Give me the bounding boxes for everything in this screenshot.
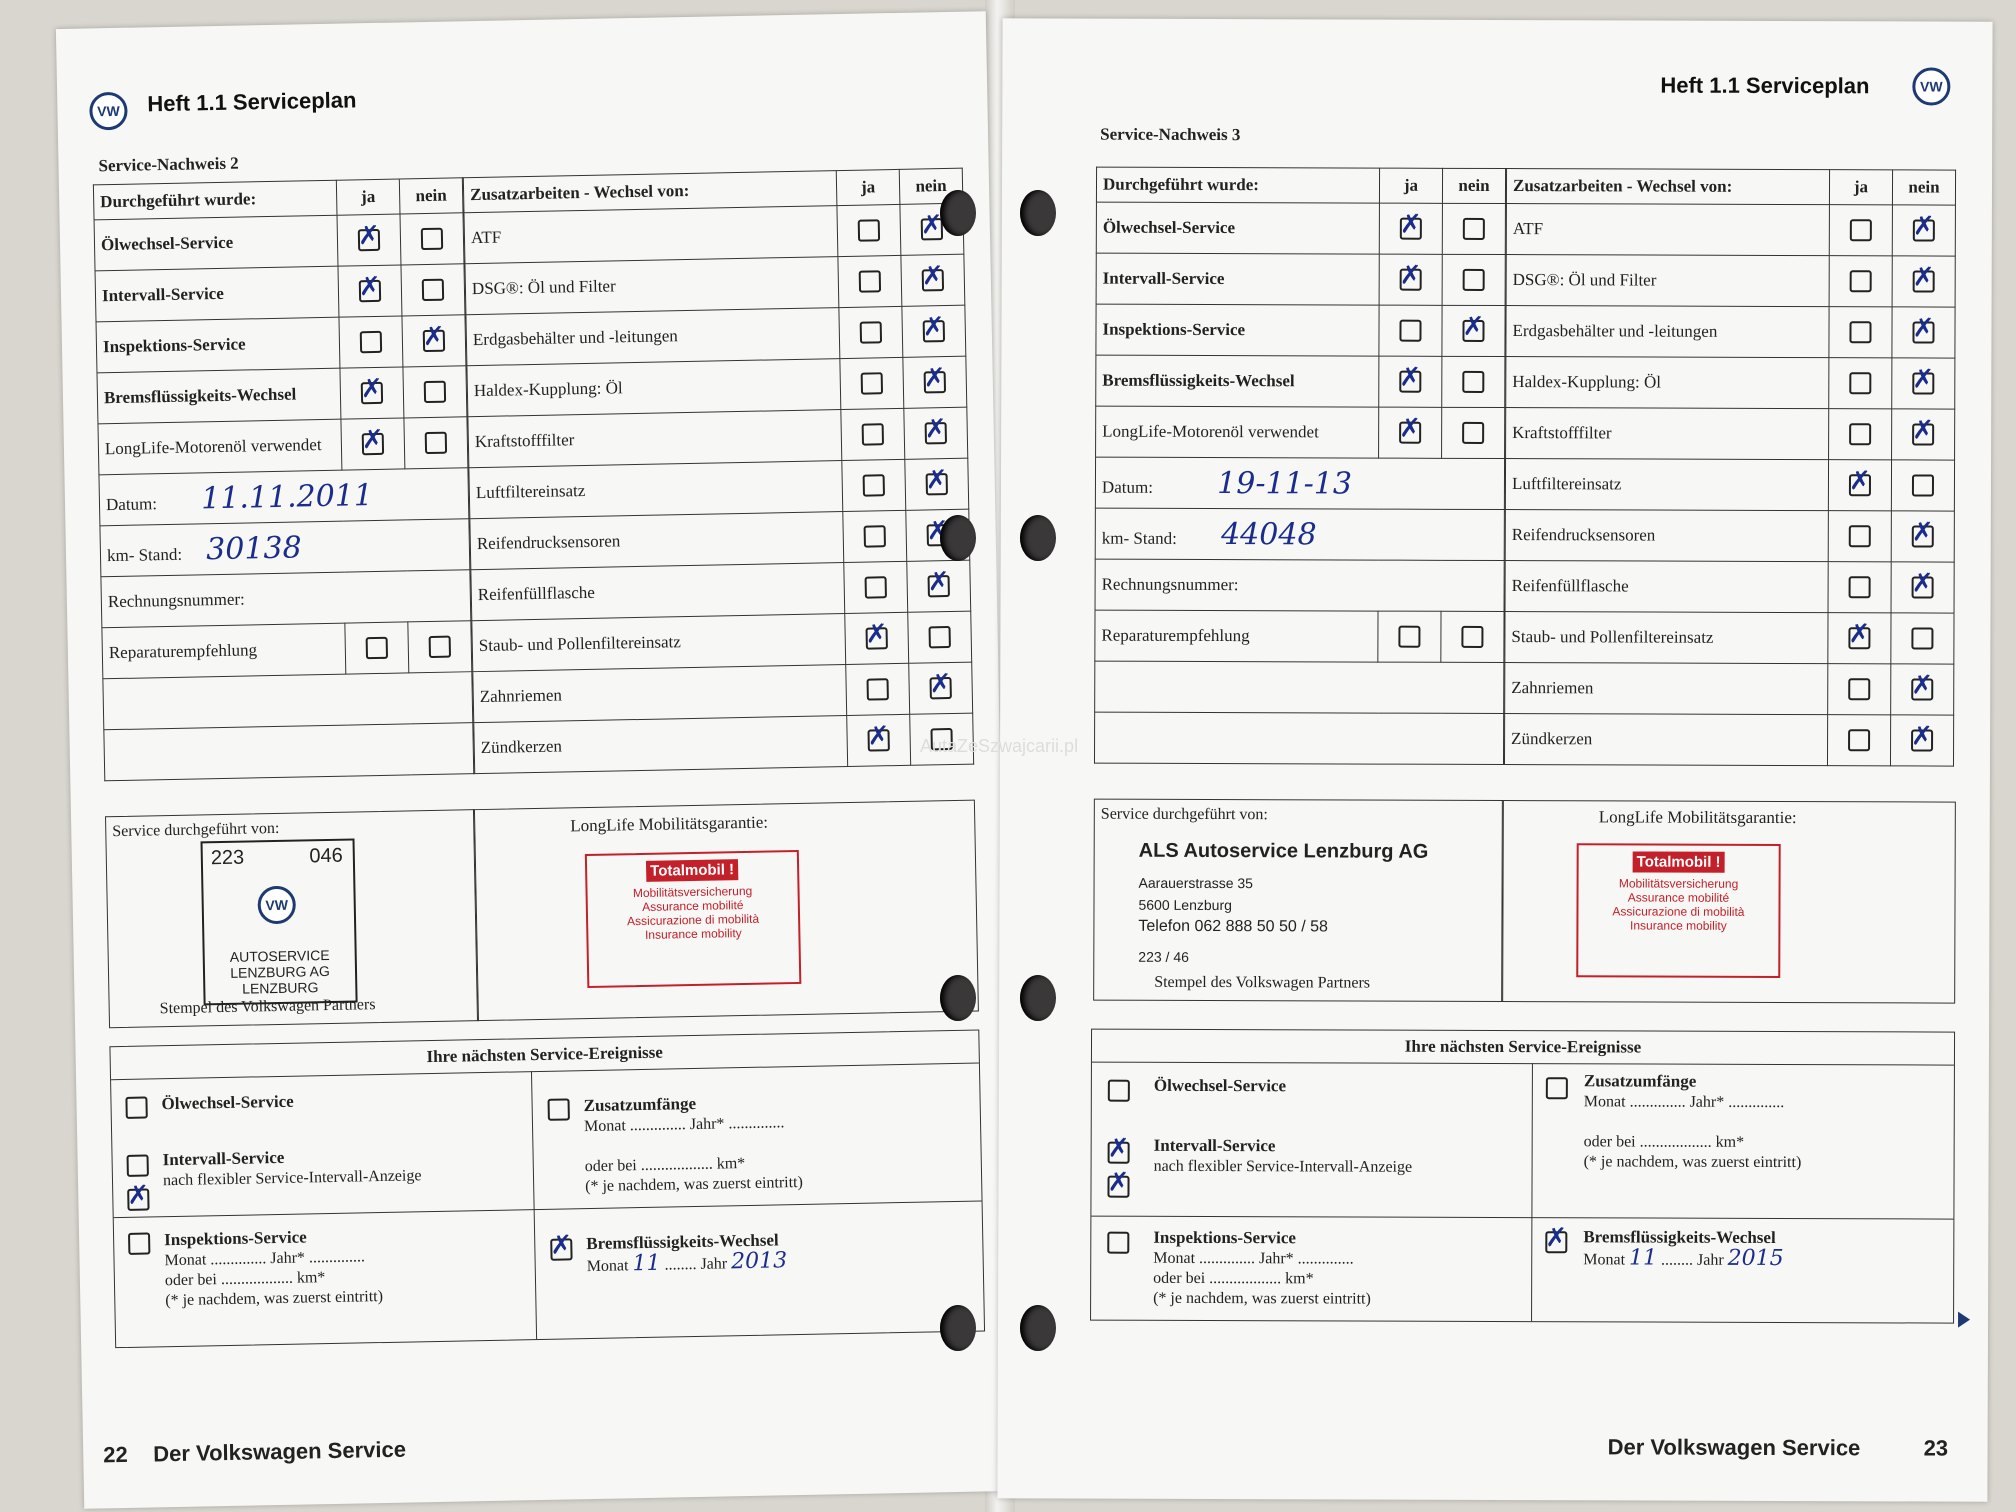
km-value: 44048 xyxy=(1221,516,1317,552)
binder-hole xyxy=(1020,975,1056,1021)
checkbox-nein[interactable] xyxy=(1462,422,1484,444)
checkbox-ja[interactable] xyxy=(1399,422,1421,444)
checkbox-nein[interactable] xyxy=(923,320,945,342)
totalmobil-stamp xyxy=(1576,843,1780,978)
extra-label: Kraftstofffilter xyxy=(468,410,842,468)
ev-brems-monat: 11 xyxy=(632,1250,661,1277)
tm-line: Assicurazione di mobilità xyxy=(1612,904,1745,919)
checkbox-nein[interactable] xyxy=(921,218,943,240)
reparatur-label: Reparaturempfehlung xyxy=(1095,610,1378,662)
longlife-label: LongLife Mobilitätsgarantie: xyxy=(1598,807,1797,828)
checkbox-ja[interactable] xyxy=(1850,270,1872,292)
right-section-title: Service-Nachweis 3 xyxy=(1100,124,1241,145)
extra-label: Luftfiltereinsatz xyxy=(469,461,843,519)
checkbox-intervall[interactable] xyxy=(127,1154,149,1176)
ev-note: (* je nachdem, was zuerst eintritt) xyxy=(1583,1153,1802,1172)
checkbox-nein[interactable] xyxy=(429,636,451,658)
checkbox-oel[interactable] xyxy=(1108,1080,1130,1102)
checkbox-nein[interactable] xyxy=(422,279,444,301)
checkbox-ja[interactable] xyxy=(361,382,383,404)
svc-label: Intervall-Service xyxy=(1096,253,1379,305)
right-service-table xyxy=(1094,167,1506,765)
checkbox-nein[interactable] xyxy=(1912,577,1934,599)
checkbox-nein[interactable] xyxy=(1463,269,1485,291)
vw-logo-icon: VW xyxy=(1912,67,1950,105)
extra-label: Zahnriemen xyxy=(1505,663,1828,715)
ev-monat-jahr: Monat .............. Jahr* .............. xyxy=(1153,1249,1354,1268)
checkbox-intervall[interactable] xyxy=(1108,1142,1130,1164)
left-stamp-box xyxy=(105,809,479,1028)
left-section-title: Service-Nachweis 2 xyxy=(98,153,239,176)
checkbox-ja[interactable] xyxy=(864,525,886,547)
longlife-label: LongLife Mobilitätsgarantie: xyxy=(570,812,769,836)
vw-logo-icon: VW xyxy=(89,92,128,131)
extra-label: Staub- und Pollenfiltereinsatz xyxy=(472,614,846,672)
checkbox-zusatz[interactable] xyxy=(1546,1077,1568,1099)
col-yes: ja xyxy=(1829,170,1892,205)
checkbox-nein[interactable] xyxy=(1462,320,1484,342)
checkbox-ja[interactable] xyxy=(861,372,883,394)
col-extra: Zusatzarbeiten - Wechsel von: xyxy=(463,171,837,213)
page-footer: Der Volkswagen Service xyxy=(1607,1434,1861,1461)
datum-value: 19-11-13 xyxy=(1217,465,1353,501)
checkbox-nein[interactable] xyxy=(1913,271,1935,293)
ev-oder-bei: oder bei .................. km* xyxy=(164,1269,326,1290)
checkbox-ja[interactable] xyxy=(1849,321,1871,343)
checkbox-nein[interactable] xyxy=(1912,526,1934,548)
checkbox-ja[interactable] xyxy=(362,433,384,455)
done-by-label: Service durchgeführt von: xyxy=(1100,805,1268,824)
datum-value: 11.11.2011 xyxy=(200,477,374,516)
checkbox-nein[interactable] xyxy=(425,432,447,454)
page-number: 22 xyxy=(103,1441,128,1468)
checkbox-nein[interactable] xyxy=(1463,218,1485,240)
ev-note: (* je nachdem, was zuerst eintritt) xyxy=(165,1288,384,1310)
checkbox-intervall-2[interactable] xyxy=(1107,1176,1129,1198)
checkbox-nein[interactable] xyxy=(1911,729,1933,751)
checkbox-ja[interactable] xyxy=(1400,218,1422,240)
checkbox-ja[interactable] xyxy=(1848,627,1870,649)
ev-brems: Bremsflüssigkeits-Wechsel xyxy=(1583,1227,1776,1247)
ev-monat-jahr: Monat .............. Jahr* .............. xyxy=(583,1114,785,1136)
checkbox-nein[interactable] xyxy=(1911,678,1933,700)
tm-line: Insurance mobility xyxy=(644,926,742,942)
col-no: nein xyxy=(1442,168,1505,203)
checkbox-nein[interactable] xyxy=(922,269,944,291)
km-value: 30138 xyxy=(205,529,302,567)
totalmobil-stamp xyxy=(585,850,802,988)
stamp-phone: Telefon 062 888 50 50 / 58 xyxy=(1138,917,1328,936)
tm-line: Assicurazione di mobilità xyxy=(626,911,760,929)
events-title: Ihre nächsten Service-Ereignisse xyxy=(110,1031,978,1081)
ev-brems-jahr: 2015 xyxy=(1727,1245,1784,1272)
extra-label: Erdgasbehälter und -leitungen xyxy=(1506,306,1829,358)
ev-intervall-sub: nach flexibler Service-Intervall-Anzeige xyxy=(1153,1157,1413,1176)
checkbox-ja[interactable] xyxy=(860,321,882,343)
left-longlife-box xyxy=(473,800,979,1022)
col-no: nein xyxy=(399,178,463,214)
rechnung-label: Rechnungsnummer: xyxy=(101,570,471,628)
svc-label: Ölwechsel-Service xyxy=(94,215,338,271)
checkbox-ja[interactable] xyxy=(866,627,888,649)
checkbox-nein[interactable] xyxy=(1912,373,1934,395)
checkbox-ja[interactable] xyxy=(1850,219,1872,241)
checkbox-ja[interactable] xyxy=(360,331,382,353)
ev-oder-bei: oder bei .................. km* xyxy=(584,1155,746,1176)
stamp-caption: Stempel des Volkswagen Partners xyxy=(159,996,376,1018)
col-no: nein xyxy=(1892,170,1955,205)
binder-hole xyxy=(940,1305,976,1351)
next-page-arrow-icon xyxy=(1958,1312,1970,1328)
checkbox-nein[interactable] xyxy=(421,228,443,250)
extra-label: Reifendrucksensoren xyxy=(470,512,844,570)
left-events-box: Ihre nächsten Service-Ereignisse Ölwechsel-Service ✗ Intervall-Service nach flexibler Service-Intervall-Anzeige Inspektions-Service Monat .............. Jahr* .............. oder bei .................. km* (* je nachdem, was zuerst eintritt) Zusatzumfänge Monat .............. Jahr* .............. oder bei .................. km* (* je nachdem, was zuerst eintritt) ✗ Bremsflüssigkeits-Wechsel Monat 11 ........ Jahr 2013 xyxy=(109,1030,985,1349)
svc-label: Bremsflüssigkeits-Wechsel xyxy=(1096,355,1379,407)
stamp-code: 223 / 46 xyxy=(1138,948,1189,965)
ev-intervall: Intervall-Service xyxy=(1153,1135,1276,1156)
binder-hole xyxy=(1020,515,1056,561)
totalmobil-title: Totalmobil ! xyxy=(1633,851,1725,872)
checkbox-oel[interactable] xyxy=(125,1097,147,1119)
ev-inspektion: Inspektions-Service xyxy=(1153,1227,1296,1248)
svc-label: Ölwechsel-Service xyxy=(1096,202,1379,254)
checkbox-inspektion[interactable] xyxy=(1107,1232,1129,1254)
extra-label: Erdgasbehälter und -leitungen xyxy=(466,308,840,366)
stamp-line: LENZBURG AG xyxy=(230,962,330,981)
stamp-addr: 5600 Lenzburg xyxy=(1138,896,1232,914)
rechnung-label: Rechnungsnummer: xyxy=(1095,559,1504,611)
svc-label: LongLife-Motorenöl verwendet xyxy=(1096,406,1379,458)
extra-label: Reifenfüllflasche xyxy=(1505,561,1828,613)
tm-line: Assurance mobilité xyxy=(642,898,744,914)
extra-label: Zündkerzen xyxy=(1504,714,1827,766)
checkbox-ja[interactable] xyxy=(863,474,885,496)
col-performed: Durchgeführt wurde: xyxy=(93,180,337,220)
checkbox-brems[interactable] xyxy=(1545,1231,1567,1253)
ev-oder-bei: oder bei .................. km* xyxy=(1153,1269,1314,1288)
extra-label: Staub- und Pollenfiltereinsatz xyxy=(1505,612,1828,664)
left-page xyxy=(56,11,1014,1509)
ev-note: (* je nachdem, was zuerst eintritt) xyxy=(585,1173,804,1196)
dealer-stamp xyxy=(201,838,358,1005)
checkbox-ja[interactable] xyxy=(859,270,881,292)
checkbox-ja[interactable] xyxy=(858,219,880,241)
checkbox-nein[interactable] xyxy=(1462,371,1484,393)
checkbox-nein[interactable] xyxy=(929,677,951,699)
extra-label: Zündkerzen xyxy=(474,716,848,774)
extra-label: Kraftstofffilter xyxy=(1506,408,1829,460)
checkbox-ja[interactable] xyxy=(1848,678,1870,700)
tm-line: Assurance mobilité xyxy=(1627,890,1730,905)
checkbox-nein[interactable] xyxy=(1911,627,1933,649)
left-service-table xyxy=(93,177,474,781)
ev-zusatz: Zusatzumfänge xyxy=(583,1093,697,1116)
done-by-label: Service durchgeführt von: xyxy=(112,819,280,841)
ev-brems-monat: 11 xyxy=(1629,1245,1658,1271)
checkbox-nein[interactable] xyxy=(926,473,948,495)
right-extras-table xyxy=(1504,168,1956,767)
svc-label: Inspektions-Service xyxy=(96,317,340,373)
checkbox-ja[interactable] xyxy=(865,576,887,598)
svc-label: LongLife-Motorenöl verwendet xyxy=(98,419,342,475)
extra-label: Reifenfüllflasche xyxy=(471,563,845,621)
checkbox-inspektion[interactable] xyxy=(128,1232,150,1254)
events-title: Ihre nächsten Service-Ereignisse xyxy=(1092,1030,1954,1066)
checkbox-ja[interactable] xyxy=(1399,320,1421,342)
checkbox-ja[interactable] xyxy=(1849,576,1871,598)
checkbox-nein[interactable] xyxy=(1912,475,1934,497)
vw-logo-icon: VW xyxy=(257,886,296,925)
page-number: 23 xyxy=(1923,1435,1949,1461)
checkbox-intervall-2[interactable] xyxy=(127,1188,149,1210)
checkbox-ja[interactable] xyxy=(1849,525,1871,547)
col-performed: Durchgeführt wurde: xyxy=(1096,167,1379,203)
checkbox-ja[interactable] xyxy=(1848,729,1870,751)
ev-oel: Ölwechsel-Service xyxy=(1153,1075,1287,1096)
checkbox-nein[interactable] xyxy=(928,575,950,597)
checkbox-ja[interactable] xyxy=(1849,474,1871,496)
ev-intervall: Intervall-Service xyxy=(162,1147,285,1170)
extra-label: DSG®: Öl und Filter xyxy=(465,257,839,315)
checkbox-nein[interactable] xyxy=(1461,626,1483,648)
checkbox-nein[interactable] xyxy=(924,371,946,393)
ev-oder-bei: oder bei .................. km* xyxy=(1583,1133,1745,1151)
col-yes: ja xyxy=(336,179,400,215)
ev-monat-jahr: Monat .............. Jahr* .............. xyxy=(164,1248,366,1270)
checkbox-nein[interactable] xyxy=(1913,220,1935,242)
right-longlife-box xyxy=(1501,800,1956,1004)
ev-zusatz: Zusatzumfänge xyxy=(1583,1071,1697,1091)
checkbox-nein[interactable] xyxy=(929,626,951,648)
checkbox-ja[interactable] xyxy=(358,229,380,251)
binder-hole xyxy=(940,515,976,561)
svc-label: Bremsflüssigkeits-Wechsel xyxy=(97,368,341,424)
checkbox-nein[interactable] xyxy=(1912,322,1934,344)
datum-label: Datum: xyxy=(105,493,158,514)
binder-hole xyxy=(940,975,976,1021)
checkbox-nein[interactable] xyxy=(423,330,445,352)
checkbox-ja[interactable] xyxy=(1849,423,1871,445)
km-label: km- Stand: xyxy=(1101,528,1177,548)
binder-hole xyxy=(940,190,976,236)
extra-label: ATF xyxy=(1506,204,1829,256)
tm-line: Mobilitätsversicherung xyxy=(632,883,753,901)
binder-hole xyxy=(1020,1305,1056,1351)
tm-line: Insurance mobility xyxy=(1630,918,1727,933)
right-stamp-box xyxy=(1093,799,1504,1002)
checkbox-ja[interactable] xyxy=(1849,372,1871,394)
ev-intervall-sub: nach flexibler Service-Intervall-Anzeige xyxy=(162,1167,422,1190)
stamp-addr: Aarauerstrasse 35 xyxy=(1138,874,1254,892)
totalmobil-title: Totalmobil ! xyxy=(646,859,738,882)
ev-inspektion: Inspektions-Service xyxy=(163,1227,307,1250)
extra-label: Haldex-Kupplung: Öl xyxy=(467,359,841,417)
checkbox-ja[interactable] xyxy=(862,423,884,445)
col-extra: Zusatzarbeiten - Wechsel von: xyxy=(1506,169,1829,205)
checkbox-ja[interactable] xyxy=(866,678,888,700)
stamp-caption: Stempel des Volkswagen Partners xyxy=(1154,973,1371,992)
col-no: nein xyxy=(899,168,963,204)
dealer-stamp xyxy=(1138,840,1428,969)
checkbox-ja[interactable] xyxy=(359,280,381,302)
stamp-code-b: 046 xyxy=(309,844,344,868)
extra-label: Haldex-Kupplung: Öl xyxy=(1506,357,1829,409)
right-page-header: Heft 1.1 Serviceplan xyxy=(1660,72,1870,99)
stamp-code-a: 223 xyxy=(210,846,245,870)
ev-monat-jahr: Monat .............. Jahr* .............. xyxy=(1583,1093,1785,1112)
checkbox-nein[interactable] xyxy=(1912,424,1934,446)
ev-note: (* je nachdem, was zuerst eintritt) xyxy=(1153,1289,1371,1308)
col-yes: ja xyxy=(1379,168,1442,203)
checkbox-nein[interactable] xyxy=(925,422,947,444)
svc-label: Intervall-Service xyxy=(95,266,339,322)
stamp-line: AUTOSERVICE xyxy=(229,946,330,965)
col-yes: ja xyxy=(836,169,900,205)
checkbox-zusatz[interactable] xyxy=(548,1098,570,1120)
ev-brems: Bremsflüssigkeits-Wechsel xyxy=(586,1230,779,1254)
reparatur-label: Reparaturempfehlung xyxy=(102,623,346,679)
left-page-header: Heft 1.1 Serviceplan xyxy=(147,87,357,117)
stamp-line: LENZBURG xyxy=(242,979,319,997)
right-page xyxy=(997,18,1992,1501)
ev-brems-jahr: 2013 xyxy=(730,1248,788,1275)
watermark: AutaZeSzwajcarii.pl xyxy=(920,736,1079,756)
checkbox-ja[interactable] xyxy=(1400,269,1422,291)
tm-line: Mobilitätsversicherung xyxy=(1618,876,1739,891)
stamp-name: ALS Autoservice Lenzburg AG xyxy=(1138,839,1429,863)
checkbox-nein[interactable] xyxy=(424,381,446,403)
checkbox-ja[interactable] xyxy=(366,637,388,659)
datum-label: Datum: xyxy=(1101,477,1153,497)
checkbox-brems[interactable] xyxy=(550,1238,572,1260)
checkbox-ja[interactable] xyxy=(1399,371,1421,393)
checkbox-ja[interactable] xyxy=(1398,626,1420,648)
extra-label: DSG®: Öl und Filter xyxy=(1506,255,1829,307)
extra-label: ATF xyxy=(464,206,838,264)
checkbox-ja[interactable] xyxy=(867,729,889,751)
ev-oel: Ölwechsel-Service xyxy=(161,1091,294,1114)
page-footer: Der Volkswagen Service xyxy=(153,1436,407,1467)
left-extras-table xyxy=(463,168,974,774)
svc-label: Inspektions-Service xyxy=(1096,304,1379,356)
km-label: km- Stand: xyxy=(106,544,183,565)
extra-label: Reifendrucksensoren xyxy=(1505,510,1828,562)
binder-hole xyxy=(1020,190,1056,236)
right-events-box: Ihre nächsten Service-Ereignisse Ölwechsel-Service ✗ ✗ Intervall-Service nach flexibler Service-Intervall-Anzeige Inspektions-Service Monat .............. Jahr* .............. oder bei .................. km* (* je nachdem, was zuerst eintritt) Zusatzumfänge Monat .............. Jahr* .............. oder bei .................. km* (* je nachdem, was zuerst eintritt) ✗ Bremsflüssigkeits-Wechsel Monat 11 ........ Jahr 2015 xyxy=(1090,1029,1955,1324)
extra-label: Luftfiltereinsatz xyxy=(1505,459,1828,511)
extra-label: Zahnriemen xyxy=(473,665,847,723)
